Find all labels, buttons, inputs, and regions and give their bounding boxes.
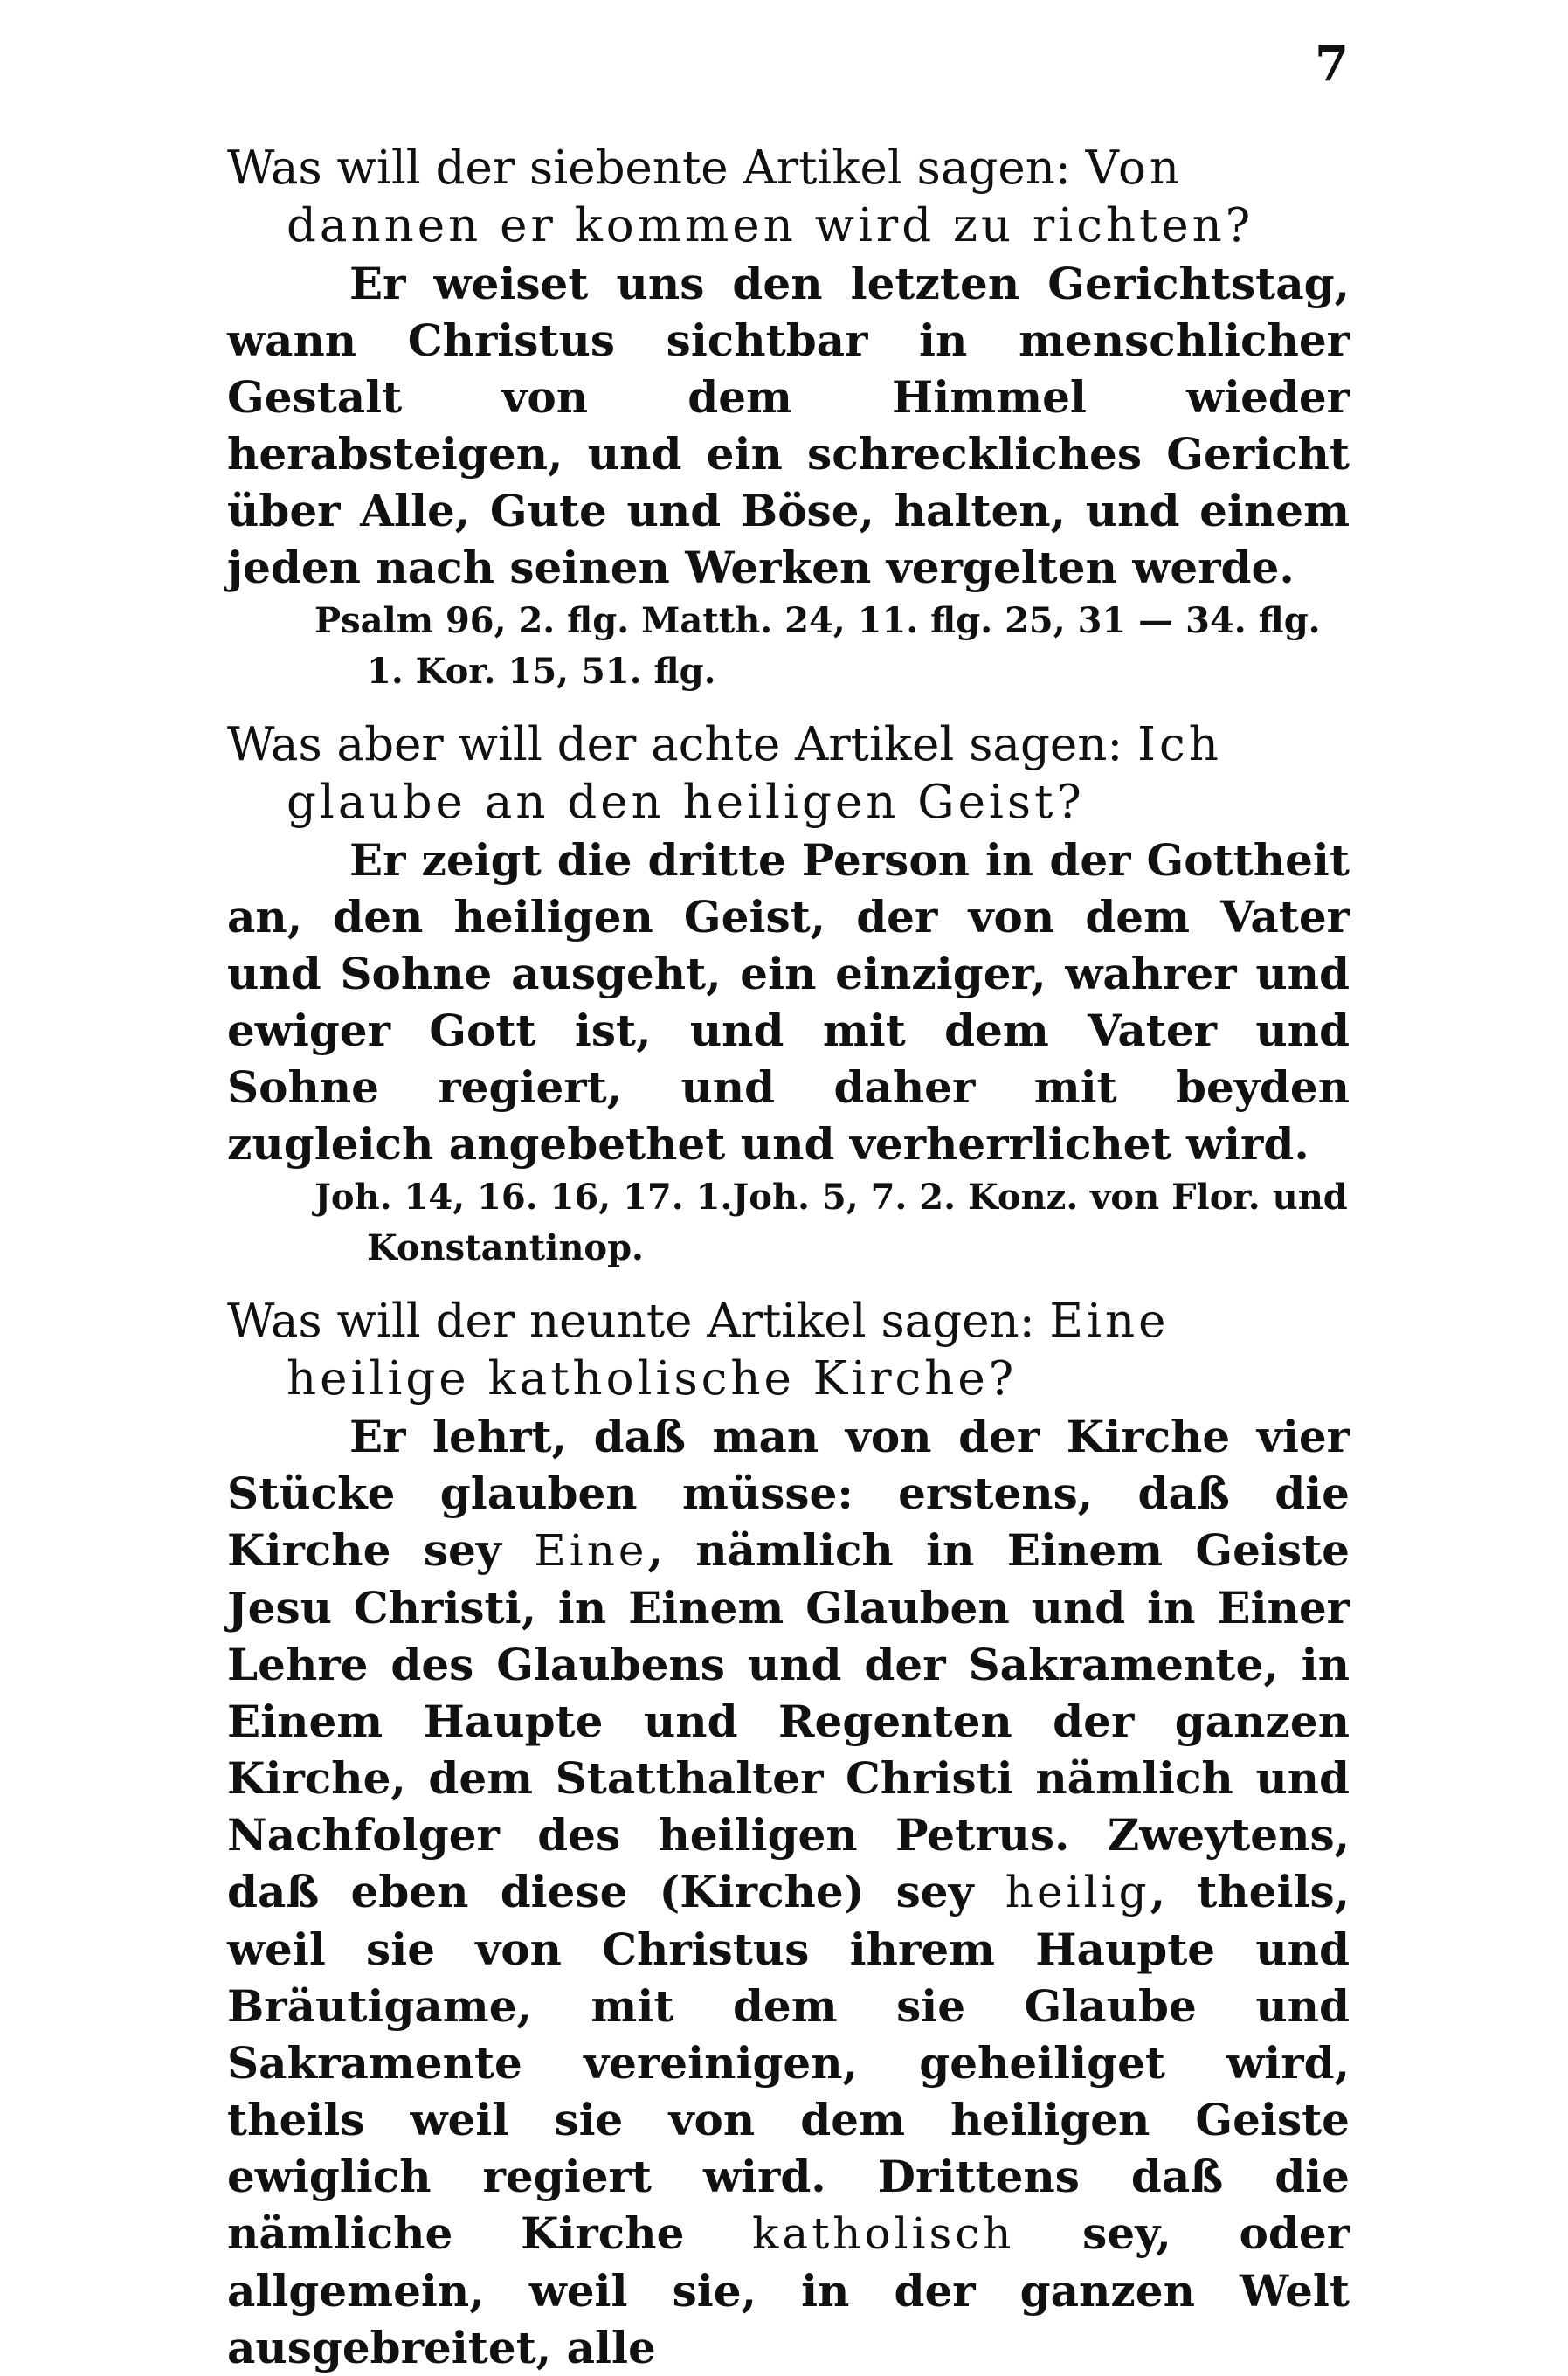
- answer-9-katholisch: katholisch: [752, 2208, 1015, 2259]
- question-7: [227, 140, 1350, 255]
- page-number: 7: [1315, 35, 1349, 93]
- answer-9-part-3: , theils, weil sie von Christus ihrem Haupte und Bräutigame, mit dem sie Glaube und Sakramente vereinigen, geheiliget wird, theils weil sie von dem heiligen Geiste ewiglich regiert wird. Drittens daß die nämliche Kirche: [227, 1866, 1350, 2259]
- answer-9-part-4: sey, oder allgemein, weil sie, in der ganzen Welt ausgebreitet, alle: [227, 2207, 1350, 2373]
- answer-9: [227, 1408, 1350, 2376]
- question-8: [227, 716, 1350, 832]
- question-9: [227, 1293, 1350, 1408]
- question-7-text: Was will der siebente Artikel sagen:: [227, 142, 1086, 195]
- page-body: [227, 140, 1350, 2376]
- answer-9-part-2: , nämlich in Einem Geiste Jesu Christi, in Einem Glauben und in Einer Lehre des Glaubens und der Sakramente, in Einem Haupte und Regenten der ganzen Kirche, dem Statthalter Christi nämlich und Nachfolger des heiligen Petrus. Zweytens, daß eben diese (Kirche) sey: [227, 1524, 1350, 1917]
- reference-7: Psalm 96, 2. flg. Matth. 24, 11. flg. 25, 31 — 34. flg. 1. Kor. 15, 51. flg.: [314, 600, 1321, 692]
- reference-8: Joh. 14, 16. 16, 17. 1.Joh. 5, 7. 2. Konz. von Flor. und Konstantinop.: [314, 1177, 1348, 1268]
- question-8-text: Was aber will der achte Artikel sagen:: [227, 718, 1138, 771]
- question-9-emphasis: Eine heilige katholische Kirche?: [287, 1295, 1170, 1406]
- answer-9-eine: Eine: [534, 1525, 648, 1576]
- answer-9-part-1: Er lehrt, daß man von der Kirche vier Stücke glauben müsse: erstens, daß die Kirche sey: [227, 1411, 1350, 1576]
- answer-9-heilig: heilig: [1005, 1867, 1150, 1917]
- question-8-emphasis: Ich glaube an den heiligen Geist?: [287, 718, 1222, 829]
- answer-8: Er zeigt die dritte Person in der Gottheit an, den heiligen Geist, der von dem Vater und Sohne ausgeht, ein einziger, wahrer und ewiger Gott ist, und mit dem Vater und Sohne regiert, und daher mit beyden zugleich angebethet und verherrlichet wird.: [227, 834, 1350, 1170]
- answer-7: Er weiset uns den letzten Gerichtstag, wann Christus sichtbar in menschlicher Gestalt von dem Himmel wieder herabsteigen, und ein schreckliches Gericht über Alle, Gute und Böse, halten, und einem jeden nach seinen Werken vergelten werde.: [227, 258, 1350, 593]
- question-7-emphasis: Von dannen er kommen wird zu richten?: [287, 142, 1254, 252]
- question-9-text: Was will der neunte Artikel sagen:: [227, 1295, 1050, 1348]
